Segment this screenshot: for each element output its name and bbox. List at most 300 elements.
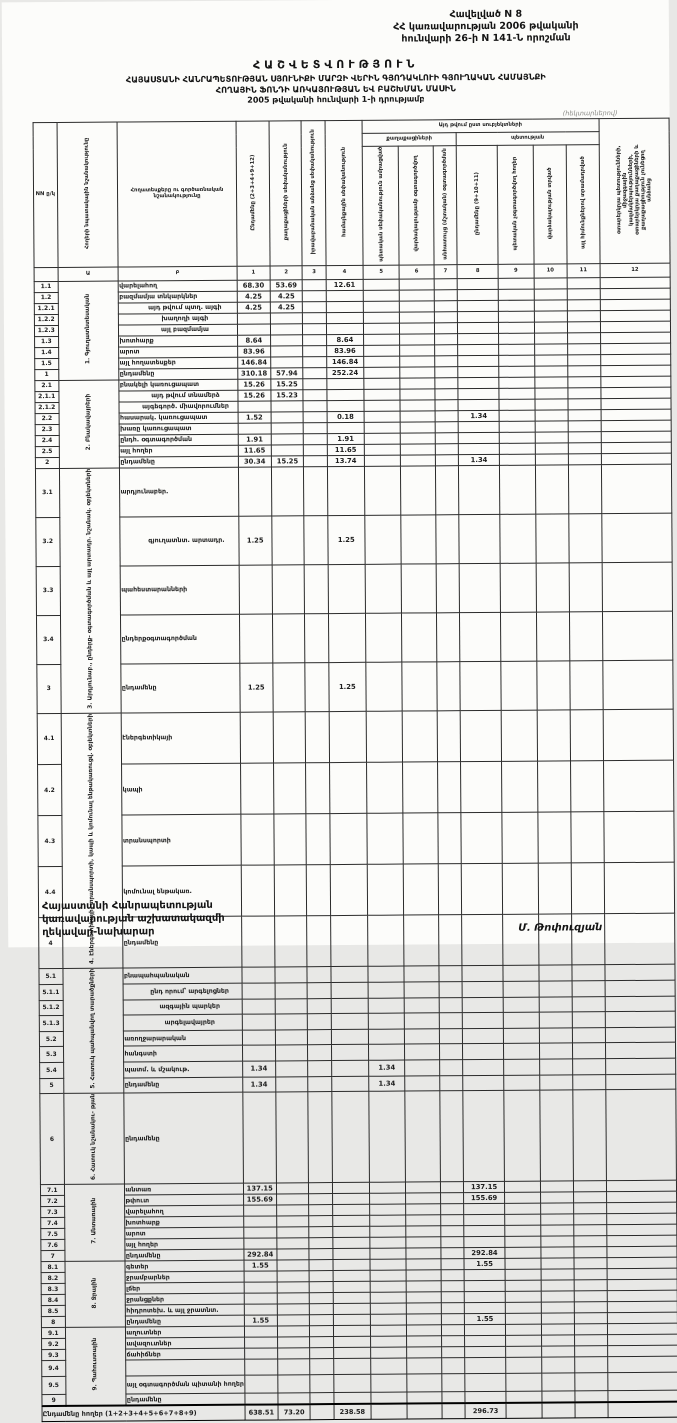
value-cell: [575, 1391, 608, 1402]
col-header-foreign: օտարերկրյա պետությունների, միջազգային կազմակերպությունների, օտարերկրյա քաղաքացիների և քաղաքացիություն չունեցող անձանց: [599, 118, 670, 263]
value-cell: [331, 982, 368, 998]
value-cell: 292.84: [243, 1249, 277, 1260]
value-cell: [602, 562, 673, 611]
value-cell: [303, 334, 327, 345]
value-cell: [366, 711, 403, 762]
column-number: 4: [326, 265, 363, 279]
value-cell: [505, 1292, 541, 1303]
landtype-label: խոտհարք: [119, 335, 237, 347]
value-cell: [306, 865, 330, 916]
value-cell: 252.24: [327, 367, 364, 378]
value-cell: [407, 1392, 441, 1403]
value-cell: [371, 1348, 408, 1359]
value-cell: [459, 563, 500, 612]
value-cell: [541, 1357, 574, 1373]
landtype-label: այդ թվում տնամերձ: [119, 390, 237, 402]
value-cell: [505, 1325, 541, 1336]
landtype-label: հիդրոտեխ. և այլ ջրատնտ.: [126, 1305, 244, 1317]
value-cell: [440, 1215, 464, 1226]
value-cell: [439, 1044, 463, 1060]
units-note: (հեկտարներով): [562, 109, 618, 118]
value-cell: [569, 612, 602, 661]
value-cell: [277, 1216, 309, 1227]
value-cell: [605, 1058, 675, 1074]
row-number: 7.1: [40, 1185, 64, 1196]
value-cell: [400, 301, 434, 312]
value-cell: [302, 301, 326, 312]
col-header-gratis-use: անհատույց (մշտական) օգտագործման: [433, 146, 457, 265]
value-cell: 137.15: [243, 1183, 277, 1194]
value-cell: 1.52: [238, 412, 272, 423]
value-cell: [541, 1269, 574, 1280]
value-cell: [568, 355, 601, 366]
value-cell: [304, 564, 328, 613]
value-cell: [602, 660, 673, 710]
value-cell: [498, 311, 534, 322]
value-cell: [600, 277, 670, 288]
row-number: 5.1.2: [39, 1000, 63, 1016]
value-cell: [441, 1325, 465, 1336]
value-cell: [463, 1059, 504, 1075]
value-cell: 1.34: [242, 1061, 276, 1077]
value-cell: [277, 1238, 309, 1249]
value-cell: [274, 814, 307, 865]
value-cell: [506, 1392, 542, 1403]
value-cell: [277, 1205, 309, 1216]
value-cell: [461, 812, 502, 863]
value-cell: [306, 763, 330, 814]
value-cell: [364, 433, 401, 444]
value-cell: [326, 312, 363, 323]
row-number: 4: [39, 918, 63, 969]
value-cell: [573, 1203, 606, 1214]
col-header-rented-out: վարձակալության տրված: [533, 145, 567, 264]
value-cell: [400, 367, 434, 378]
row-number: 1: [35, 369, 59, 380]
row-number: 1.2.2: [34, 314, 58, 325]
value-cell: [605, 996, 675, 1012]
value-cell: [400, 290, 434, 301]
value-cell: [309, 1227, 333, 1238]
value-cell: [303, 356, 327, 367]
value-cell: [326, 290, 363, 301]
value-cell: [601, 464, 672, 513]
value-cell: [505, 1193, 541, 1204]
category-label: 2. Բնակավայրերի: [58, 380, 120, 468]
value-cell: [329, 762, 366, 813]
value-cell: [329, 711, 366, 762]
value-cell: [400, 323, 434, 334]
value-cell: [241, 865, 275, 916]
value-cell: [367, 864, 404, 915]
value-cell: [310, 1348, 334, 1359]
value-cell: [572, 1043, 605, 1059]
value-cell: 292.84: [464, 1248, 505, 1259]
value-cell: [540, 1181, 573, 1192]
value-cell: [275, 1029, 307, 1045]
value-cell: [572, 1059, 605, 1075]
value-cell: [310, 1315, 334, 1326]
value-cell: [441, 1281, 465, 1292]
value-cell: [605, 1074, 675, 1090]
value-cell: [568, 366, 601, 377]
value-cell: 137.15: [464, 1182, 505, 1193]
table-row: [36, 562, 672, 615]
value-cell: [464, 1237, 505, 1248]
value-cell: [601, 409, 671, 420]
value-cell: [607, 1269, 677, 1280]
value-cell: [457, 300, 498, 311]
report-subtitle-community: ՀԱՅԱՍՏԱՆԻ ՀԱՆՐԱՊԵՏՈՒԹՅԱՆ ՍՅՈՒՆԻՔԻ ՄԱՐԶԻ ՎԵՐԻՆ ԳՅՈԴԱԿԼՈՒԻ ԳՅՈՒՂԱԿԱՆ ՀԱՄԱՅՆՔԻ: [125, 71, 546, 85]
value-cell: [574, 1335, 607, 1346]
value-cell: 1.34: [369, 1060, 406, 1076]
value-cell: [277, 1282, 309, 1293]
value-cell: [332, 1194, 369, 1205]
grand-total-row: [42, 1402, 677, 1422]
value-cell: [244, 1282, 278, 1293]
value-cell: [502, 812, 538, 863]
appendix-line-2: ՀՀ կառավարության 2006 թվականի: [393, 20, 579, 33]
value-cell: [606, 1225, 676, 1236]
grand-total-cell: [575, 1402, 608, 1418]
value-cell: 1.25: [238, 516, 272, 565]
value-cell: [310, 1393, 334, 1404]
value-cell: [572, 1027, 605, 1043]
category-label: 9. Պահուստային: [65, 1327, 126, 1405]
value-cell: [327, 389, 364, 400]
signatory-line-3: ղեկավար-նախարար: [42, 926, 155, 939]
value-cell: [457, 289, 498, 300]
value-cell: [400, 334, 434, 345]
value-cell: [330, 813, 367, 864]
value-cell: [498, 300, 534, 311]
value-cell: [505, 1248, 541, 1259]
grand-total-cell: [407, 1403, 441, 1419]
column-number: 8: [457, 264, 498, 278]
value-cell: [328, 564, 365, 613]
row-number: 5.2: [39, 1031, 63, 1047]
value-cell: [368, 966, 405, 982]
value-cell: [539, 981, 572, 997]
value-cell: [331, 1013, 368, 1029]
value-cell: [244, 1304, 278, 1315]
value-cell: [574, 1236, 607, 1247]
value-cell: [435, 433, 459, 444]
value-cell: [458, 377, 499, 388]
value-cell: [503, 997, 539, 1013]
value-cell: [400, 389, 434, 400]
landtype-label: գետեր: [125, 1261, 243, 1273]
value-cell: [308, 1092, 332, 1183]
value-cell: [309, 1271, 333, 1282]
value-cell: [270, 313, 302, 324]
value-cell: [243, 1227, 277, 1238]
value-cell: [333, 1260, 370, 1271]
value-cell: [243, 1205, 277, 1216]
landtype-label: թփուտ: [125, 1195, 243, 1207]
value-cell: 30.34: [238, 456, 272, 467]
value-cell: [464, 1292, 505, 1303]
value-cell: [403, 813, 438, 864]
category-label: 4. Էներգետիկայի, տրանսպորտի, կապի և կոմունալ ենթակառուցվ. օբյեկտների: [61, 713, 124, 969]
value-cell: [460, 661, 501, 710]
value-cell: [278, 1348, 310, 1359]
value-cell: [242, 1030, 276, 1046]
value-cell: [242, 983, 276, 999]
value-cell: [503, 1043, 539, 1059]
col-header-other-basis: այլ հիմունքներով տրամադրված: [566, 145, 600, 264]
value-cell: [309, 1205, 333, 1216]
value-cell: [534, 355, 567, 366]
column-number: 1: [237, 266, 271, 280]
value-cell: [271, 401, 303, 412]
value-cell: [309, 1194, 333, 1205]
value-cell: [364, 455, 401, 466]
value-cell: [536, 612, 570, 661]
value-cell: [568, 399, 601, 410]
value-cell: [499, 344, 535, 355]
row-number: 8.3: [41, 1284, 65, 1295]
value-cell: [404, 982, 438, 998]
value-cell: [607, 1258, 677, 1269]
value-cell: [607, 1324, 677, 1335]
value-cell: [534, 377, 567, 388]
value-cell: [439, 1091, 463, 1182]
column-number: 3: [302, 265, 326, 279]
value-cell: [534, 344, 567, 355]
value-cell: [333, 1359, 370, 1375]
value-cell: [499, 399, 535, 410]
value-cell: [541, 1302, 574, 1313]
value-cell: [368, 1013, 405, 1029]
value-cell: [539, 1074, 572, 1090]
value-cell: [540, 1225, 573, 1236]
value-cell: [541, 1280, 574, 1291]
value-cell: [365, 515, 402, 564]
value-cell: [370, 1216, 407, 1227]
column-number: Բ: [118, 266, 236, 281]
value-cell: [277, 1304, 309, 1315]
value-cell: [441, 1314, 465, 1325]
value-cell: [606, 1236, 676, 1247]
row-number: 2.1.2: [35, 402, 59, 413]
value-cell: [244, 1348, 278, 1359]
value-cell: [435, 411, 459, 422]
value-cell: [539, 996, 572, 1012]
value-cell: [602, 611, 673, 660]
signature-name: Մ. Թոփուզյան: [518, 922, 603, 934]
appendix-reference: [321, 8, 651, 46]
value-cell: [275, 1045, 307, 1061]
value-cell: 15.23: [271, 390, 303, 401]
value-cell: [400, 378, 434, 389]
value-cell: [605, 1043, 675, 1059]
col-header-leased-used: վարձակալությամբ օգտագործվող: [399, 146, 434, 265]
value-cell: [534, 278, 567, 289]
value-cell: [277, 1194, 309, 1205]
row-number: 5.1: [39, 969, 63, 985]
value-cell: [465, 1358, 506, 1374]
value-cell: [406, 1237, 440, 1248]
value-cell: [237, 313, 271, 324]
landtype-label: ընդհ. օգտագործման: [120, 434, 238, 446]
value-cell: 310.18: [237, 368, 271, 379]
value-cell: [303, 389, 327, 400]
value-cell: [600, 299, 670, 310]
value-cell: [436, 564, 460, 613]
value-cell: [501, 661, 537, 710]
value-cell: [535, 514, 569, 563]
landtype-label: խոտհարք: [125, 1217, 243, 1229]
value-cell: [605, 1027, 675, 1043]
value-cell: [327, 466, 364, 515]
value-cell: [406, 1259, 440, 1270]
value-cell: [504, 1059, 540, 1075]
value-cell: [440, 1248, 464, 1259]
value-cell: [242, 998, 276, 1014]
value-cell: [568, 421, 601, 432]
value-cell: [536, 661, 570, 710]
value-cell: [309, 1238, 333, 1249]
value-cell: [272, 516, 304, 565]
value-cell: [407, 1374, 441, 1392]
report-subtitle-date: 2005 թվականի հունվարի 1-ի դրությամբ: [247, 94, 425, 105]
value-cell: [568, 377, 601, 388]
value-cell: [464, 1270, 505, 1281]
value-cell: [309, 1260, 333, 1271]
value-cell: [333, 1315, 370, 1326]
value-cell: [277, 1249, 309, 1260]
grand-total-cell: [506, 1403, 542, 1419]
value-cell: [601, 387, 671, 398]
value-cell: [607, 1291, 677, 1302]
row-number: 1.2: [34, 292, 58, 303]
value-cell: [506, 1374, 542, 1392]
value-cell: [570, 710, 603, 761]
value-cell: [332, 1205, 369, 1216]
value-cell: [505, 1204, 541, 1215]
table-row: [35, 464, 671, 517]
row-number: 7.4: [41, 1218, 65, 1229]
landtype-label: խառը կառուցապատ: [120, 423, 238, 435]
value-cell: [606, 1181, 676, 1192]
value-cell: [271, 423, 303, 434]
landtype-label: կապի: [122, 763, 240, 815]
row-number: 6: [40, 1094, 64, 1185]
value-cell: [568, 410, 601, 421]
row-number: 7.5: [41, 1229, 65, 1240]
value-cell: [400, 279, 434, 290]
title-block: [2, 56, 669, 107]
value-cell: 83.96: [326, 345, 363, 356]
value-cell: [302, 279, 326, 290]
value-cell: [604, 862, 675, 914]
value-cell: [240, 763, 274, 814]
grand-total-cell: [442, 1403, 466, 1419]
value-cell: [539, 1090, 573, 1181]
value-cell: [406, 1226, 440, 1237]
value-cell: [573, 1181, 606, 1192]
landtype-label: ընդերքօգտագործման: [121, 614, 239, 664]
value-cell: [371, 1375, 408, 1393]
value-cell: [498, 278, 534, 289]
row-number: 9.2: [42, 1339, 66, 1350]
value-cell: [404, 966, 438, 982]
category-label: 5. Հատուկ պահպանվող տարածքների: [62, 968, 124, 1093]
value-cell: [334, 1393, 371, 1404]
value-cell: 4.25: [270, 291, 302, 302]
row-number: 2.5: [35, 446, 59, 457]
value-cell: [458, 355, 499, 366]
value-cell: [458, 344, 499, 355]
value-cell: [535, 421, 568, 432]
value-cell: [306, 814, 330, 865]
value-cell: [601, 420, 671, 431]
value-cell: [407, 1358, 441, 1374]
value-cell: [539, 1012, 572, 1028]
value-cell: [407, 1303, 441, 1314]
row-number: 4.1: [37, 713, 61, 764]
value-cell: [499, 443, 535, 454]
value-cell: [438, 864, 462, 915]
value-cell: [400, 345, 434, 356]
value-cell: [441, 1270, 465, 1281]
value-cell: [303, 345, 327, 356]
value-cell: [458, 421, 499, 432]
value-cell: [504, 1182, 540, 1193]
grand-total-cell: 638.51: [245, 1404, 279, 1420]
value-cell: [363, 279, 400, 290]
value-cell: [601, 453, 671, 464]
landtype-label: ընդամենը: [124, 1092, 243, 1184]
value-cell: [601, 442, 671, 453]
value-cell: [307, 998, 331, 1014]
value-cell: [271, 467, 303, 516]
landtype-label: այլ հողեր: [120, 445, 238, 457]
value-cell: [460, 710, 501, 761]
value-cell: [244, 1293, 278, 1304]
value-cell: [368, 998, 405, 1014]
value-cell: [440, 1226, 464, 1237]
value-cell: [333, 1271, 370, 1282]
value-cell: [405, 1060, 439, 1076]
value-cell: [330, 864, 367, 915]
value-cell: [541, 1335, 574, 1346]
row-number: 1.5: [35, 358, 59, 369]
value-cell: [540, 1247, 573, 1258]
value-cell: [270, 324, 302, 335]
landtype-label: ընդամենը: [124, 1077, 242, 1093]
row-number: 3.4: [36, 615, 60, 664]
value-cell: [242, 1092, 276, 1183]
value-cell: [370, 1271, 407, 1282]
value-cell: [405, 1029, 439, 1045]
value-cell: [237, 324, 271, 335]
value-cell: [440, 1204, 464, 1215]
landtype-label: էներգետիկայի: [122, 712, 240, 764]
value-cell: 4.25: [270, 302, 302, 313]
value-cell: [464, 1226, 505, 1237]
value-cell: [574, 1247, 607, 1258]
value-cell: [327, 422, 364, 433]
value-cell: [277, 1315, 309, 1326]
value-cell: [605, 964, 675, 980]
value-cell: [541, 1258, 574, 1269]
value-cell: [461, 761, 502, 812]
value-cell: [277, 1271, 309, 1282]
grand-total-cell: 73.20: [278, 1404, 310, 1420]
value-cell: [407, 1336, 441, 1347]
